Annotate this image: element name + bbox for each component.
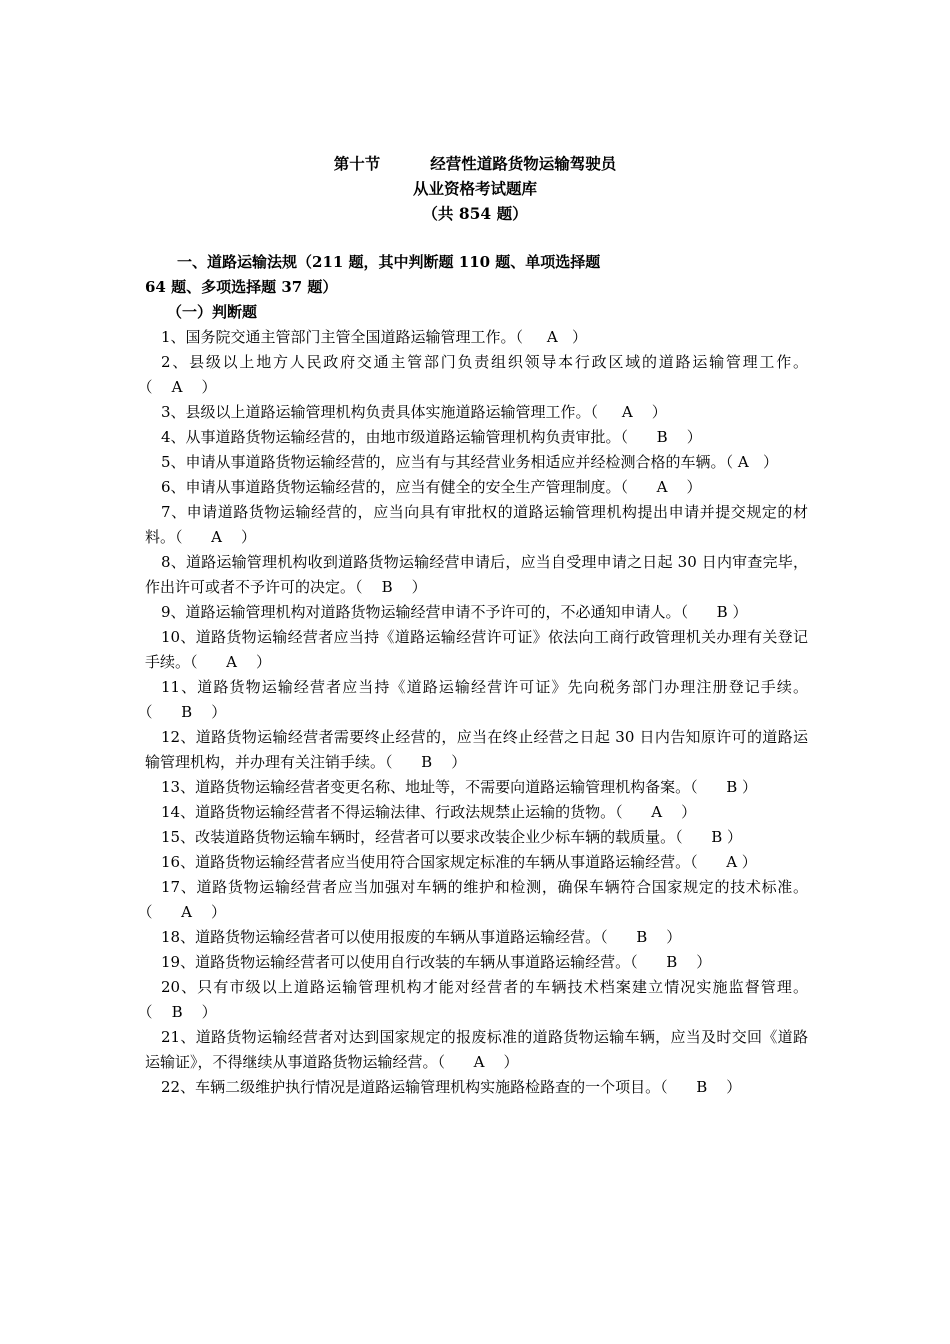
question-item <box>145 350 808 400</box>
question-text: 9、道路运输管理机构对道路货物运输经营申请不予许可的，不必通知申请人。 <box>161 603 681 621</box>
title-line-2: 从业资格考试题库 <box>412 179 537 198</box>
question-text: 16、道路货物运输经营者应当使用符合国家规定标准的车辆从事道路运输经营。 <box>161 853 691 871</box>
question-answer: （ B ） <box>680 603 748 621</box>
question-answer: （ A ） <box>620 478 702 496</box>
question-text: 18、道路货物运输经营者可以使用报废的车辆从事道路运输经营。 <box>161 928 601 946</box>
document-title <box>0 151 950 226</box>
question-text: 15、改装道路货物运输车辆时，经营者可以要求改装企业少标车辆的载质量。 <box>161 828 676 846</box>
question-item <box>145 725 808 775</box>
question-text: 12、道路货物运输经营者需要终止经营的，应当在终止经营之日起 30 日内告知原许可的道路运输管理机构，并办理有关注销手续。 <box>145 728 808 771</box>
question-text: 21、道路货物运输经营者对达到国家规定的报废标准的道路货物运输车辆，应当及时交回《道路运输证》，不得继续从事道路货物运输经营。 <box>145 1028 808 1071</box>
question-answer: （ B ） <box>675 828 742 846</box>
question-text: 3、县级以上道路运输管理机构负责具体实施道路运输管理工作。 <box>161 403 591 421</box>
question-item <box>145 1075 808 1100</box>
question-answer: （ B ） <box>600 928 682 946</box>
question-answer: （ A ） <box>175 528 257 546</box>
question-answer: （ B ） <box>385 753 467 771</box>
question-list <box>145 325 808 1100</box>
question-item <box>145 825 808 850</box>
question-text: 19、道路货物运输经营者可以使用自行改装的车辆从事道路运输经营。 <box>161 953 631 971</box>
question-item <box>145 800 808 825</box>
question-answer: （ A ） <box>725 453 778 471</box>
question-item <box>145 400 808 425</box>
question-answer: （ A ） <box>145 378 217 396</box>
question-item <box>145 850 808 875</box>
title-line-1 <box>0 151 950 176</box>
question-text: 1、国务院交通主管部门主管全国道路运输管理工作。 <box>161 328 516 346</box>
question-answer: （ B ） <box>145 703 227 721</box>
question-item <box>145 775 808 800</box>
question-item <box>145 325 808 350</box>
question-item <box>145 1025 808 1075</box>
question-text: 2、县级以上地方人民政府交通主管部门负责组织领导本行政区域的道路运输管理工作。 <box>161 353 808 371</box>
question-text: 13、道路货物运输经营者变更名称、地址等，不需要向道路运输管理机构备案。 <box>161 778 691 796</box>
question-answer: （ B ） <box>145 1003 217 1021</box>
question-answer: （ A ） <box>590 403 667 421</box>
question-text: 17、道路货物运输经营者应当加强对车辆的维护和检测，确保车辆符合国家规定的技术标准。 <box>161 878 808 896</box>
question-text: 8、道路运输管理机构收到道路货物运输经营申请后，应当自受理申请之日起 30 日内审查完毕，作出许可或者不予许可的决定。 <box>145 553 808 596</box>
question-answer: （ A ） <box>145 903 227 921</box>
question-item <box>145 675 808 725</box>
question-text: 4、从事道路货物运输经营的，由地市级道路运输管理机构负责审批。 <box>161 428 621 446</box>
question-answer: （ B ） <box>355 578 427 596</box>
section-title: 经营性道路货物运输驾驶员 <box>430 154 617 173</box>
question-text: 22、车辆二级维护执行情况是道路运输管理机构实施路检路查的一个项目。 <box>161 1078 661 1096</box>
question-answer: （ B ） <box>660 1078 742 1096</box>
title-line-3: （共 854 题） <box>422 204 528 223</box>
question-answer: （ B ） <box>630 953 712 971</box>
question-item <box>145 625 808 675</box>
question-text: 11、道路货物运输经营者应当持《道路运输经营许可证》先向税务部门办理注册登记手续。 <box>161 678 808 696</box>
question-answer: （ B ） <box>620 428 702 446</box>
question-item <box>145 475 808 500</box>
question-item <box>145 975 808 1025</box>
question-answer: （ A ） <box>190 653 272 671</box>
question-item <box>145 600 808 625</box>
question-item <box>145 925 808 950</box>
question-text: 20、只有市级以上道路运输管理机构才能对经营者的车辆技术档案建立情况实施监督管理。 <box>161 978 808 996</box>
sub-heading: （一）判断题 <box>167 303 258 321</box>
question-item <box>145 425 808 450</box>
question-item <box>145 550 808 600</box>
question-item <box>145 500 808 550</box>
question-item <box>145 950 808 975</box>
question-answer: （ A ） <box>615 803 697 821</box>
question-answer: （ A ） <box>515 328 588 346</box>
part-heading: 一、道路运输法规（211 题，其中判断题 110 题、单项选择题 64 题、多项选择题 37 题） <box>145 253 601 296</box>
question-answer: （ A ） <box>690 853 757 871</box>
question-text: 10、道路货物运输经营者应当持《道路运输经营许可证》依法向工商行政管理机关办理有关登记手续。 <box>145 628 808 671</box>
question-text: 5、申请从事道路货物运输经营的，应当有与其经营业务相适应并经检测合格的车辆。 <box>161 453 726 471</box>
question-text: 6、申请从事道路货物运输经营的，应当有健全的安全生产管理制度。 <box>161 478 621 496</box>
section-number: 第十节 <box>333 154 381 173</box>
question-answer: （ A ） <box>437 1053 519 1071</box>
question-item <box>145 875 808 925</box>
document-body <box>145 250 808 1100</box>
question-answer: （ B ） <box>690 778 757 796</box>
question-text: 14、道路货物运输经营者不得运输法律、行政法规禁止运输的货物。 <box>161 803 616 821</box>
question-text: 7、申请道路货物运输经营的，应当向具有审批权的道路运输管理机构提出申请并提交规定的材料。 <box>145 503 808 546</box>
question-item <box>145 450 808 475</box>
